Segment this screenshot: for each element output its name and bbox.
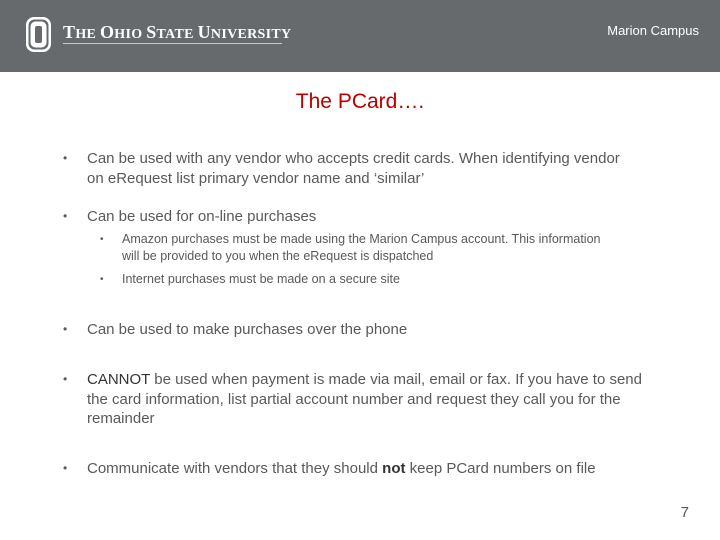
campus-label: Marion Campus bbox=[607, 23, 699, 38]
bullet-item bbox=[63, 207, 627, 227]
page-number: 7 bbox=[680, 504, 689, 521]
bullet-dot: • bbox=[63, 322, 68, 336]
bullet-text: Communicate with vendors that they should bbox=[87, 460, 383, 477]
slide-title: The PCard…. bbox=[295, 90, 425, 113]
bullet-text: Can be used to make purchases over the phone bbox=[87, 321, 408, 338]
bullet-dot: • bbox=[63, 372, 68, 386]
university-name: THE OHIO STATE UNIVERSITY bbox=[63, 22, 292, 42]
sub-bullet-item bbox=[100, 271, 612, 288]
bullet-text: Can be used with any vendor who accepts credit cards. When identifying vendor on eRequest list primary vendor name and ‘similar’ bbox=[87, 150, 620, 187]
bullet-dot: • bbox=[63, 461, 68, 475]
sub-bullet-item bbox=[100, 231, 612, 265]
bullet-item bbox=[63, 320, 647, 340]
bullet-item bbox=[63, 370, 657, 429]
bullet-text: keep PCard numbers on file bbox=[405, 460, 596, 477]
bullet-lead-text: CANNOT bbox=[87, 371, 151, 388]
sub-bullet-text: Amazon purchases must be made using the Marion Campus account. This information will be provided to you when the eRequest is dispatched bbox=[122, 232, 601, 263]
bullet-item bbox=[63, 149, 627, 188]
bullet-item bbox=[63, 459, 667, 479]
sub-bullet-dot: • bbox=[100, 274, 104, 285]
sub-bullet-dot: • bbox=[100, 234, 104, 245]
bullet-text: Can be used for on-line purchases bbox=[87, 208, 317, 225]
bullet-emphasis-text: not bbox=[382, 460, 406, 477]
bullet-dot: • bbox=[63, 151, 68, 165]
sub-bullet-text: Internet purchases must be made on a secure site bbox=[122, 272, 400, 286]
bullet-dot: • bbox=[63, 209, 68, 223]
bullet-text: be used when payment is made via mail, email or fax. If you have to send the card information, list partial account number and request they call you for the remainder bbox=[87, 371, 642, 427]
